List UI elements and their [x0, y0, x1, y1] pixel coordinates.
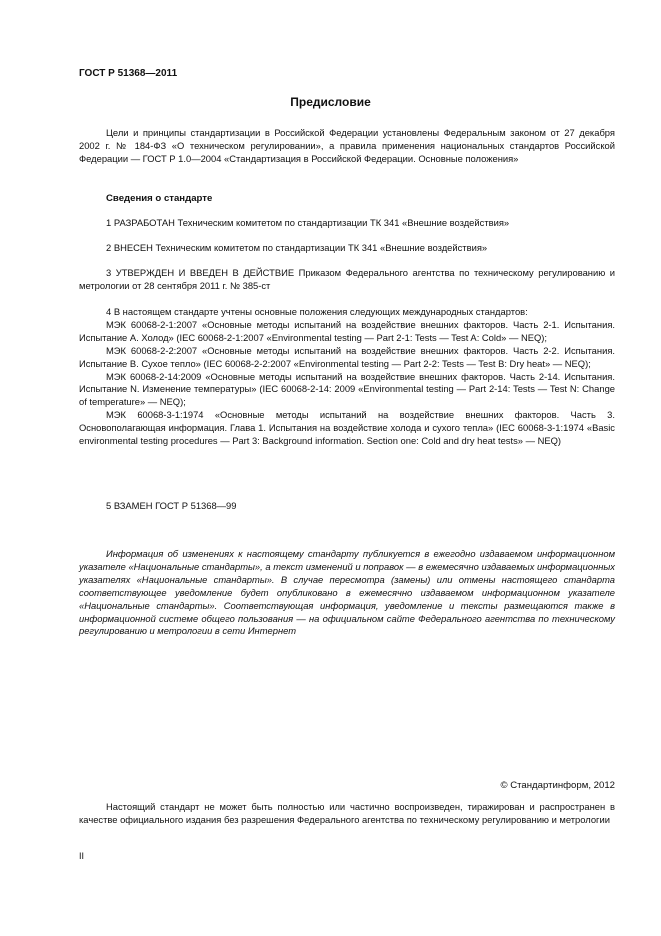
- notice-paragraph: Информация об изменениях к настоящему стандарту публикуется в ежегодно издаваемом информационном указателе «Национальные стандарты», а текст изменений и поправок — в ежемесячно издаваемых информационных указателях «Национальные стандарты». В случае пересмотра (замены) или отмены настоящего стандарта соответствующее уведомление будет опубликовано в ежемесячно издаваемом информационном указателе «Национальные стандарты». Соответствующая информация, уведомление и тексты размещаются также в информационной системе общего пользования — на официальном сайте Федерального агентства по техническому регулированию и метрологии в сети Интернет: [79, 548, 615, 637]
- item-4-ref: МЭК 60068-3-1:1974 «Основные методы испытаний на воздействие внешних факторов. Часть 3. Основополагающая информация. Глава 1. Испытания на воздействие холода и сухого тепла» (IEC 60068-3-1:1974 «Basic environmental testing procedures — Part 3: Background information. Section one: Cold and dry heat tests» — NEQ): [79, 409, 615, 447]
- rights-notice: Настоящий стандарт не может быть полностью или частично воспроизведен, тиражирован и распространен в качестве официального издания без разрешения Федерального агентства по техническому регулированию и метрологии: [79, 801, 615, 825]
- document-number: ГОСТ Р 51368—2011: [79, 68, 178, 79]
- item-3: 3 УТВЕРЖДЕН И ВВЕДЕН В ДЕЙСТВИЕ Приказом Федерального агентства по техническому регулированию и метрологии от 28 сентября 2011 г. № 385-ст: [79, 267, 615, 291]
- subheading: Сведения о стандарте: [106, 193, 213, 204]
- item-4-ref: МЭК 60068-2-14:2009 «Основные методы испытаний на воздействие внешних факторов. Часть 2-14. Испытания. Испытание N. Изменение температуры» (IEC 60068-2-14: 2009 «Environmental testing — Part 2-14: Tests — Test N: Change of temperature» — NEQ);: [79, 370, 615, 408]
- item-5: 5 ВЗАМЕН ГОСТ Р 51368—99: [106, 500, 237, 511]
- item-4-intro: 4 В настоящем стандарте учтены основные положения следующих международных стандартов:: [106, 306, 528, 317]
- item-4-ref: МЭК 60068-2-2:2007 «Основные методы испытаний на воздействие внешних факторов. Часть 2-2. Испытания. Испытание В. Сухое тепло» (IEC 60068-2-2:2007 «Environmental testing — Part 2-2: Tests — Test B: Dry heat» — NEQ);: [79, 344, 615, 369]
- page-title: Предисловие: [290, 95, 371, 109]
- copyright: © Стандартинформ, 2012: [500, 780, 615, 791]
- item-4-ref: МЭК 60068-2-1:2007 «Основные методы испытаний на воздействие внешних факторов. Часть 2-1. Испытания. Испытание А. Холод» (IEC 60068-2-1:2007 «Environmental testing — Part 2-1: Tests — Test A: Cold» — NEQ);: [79, 318, 615, 343]
- item-2: 2 ВНЕСЕН Техническим комитетом по стандартизации ТК 341 «Внешние воздействия»: [106, 242, 488, 253]
- item-1: 1 РАЗРАБОТАН Техническим комитетом по стандартизации ТК 341 «Внешние воздействия»: [106, 217, 510, 228]
- page-number: II: [79, 851, 85, 861]
- intro-paragraph: Цели и принципы стандартизации в Российской Федерации установлены Федеральным законом от 27 декабря 2002 г. № 184-ФЗ «О техническом регулировании», а правила применения национальных стандартов Российской Федерации — ГОСТ Р 1.0—2004 «Стандартизация в Российской Федерации. Основные положения»: [79, 127, 615, 164]
- item-4: [79, 306, 615, 448]
